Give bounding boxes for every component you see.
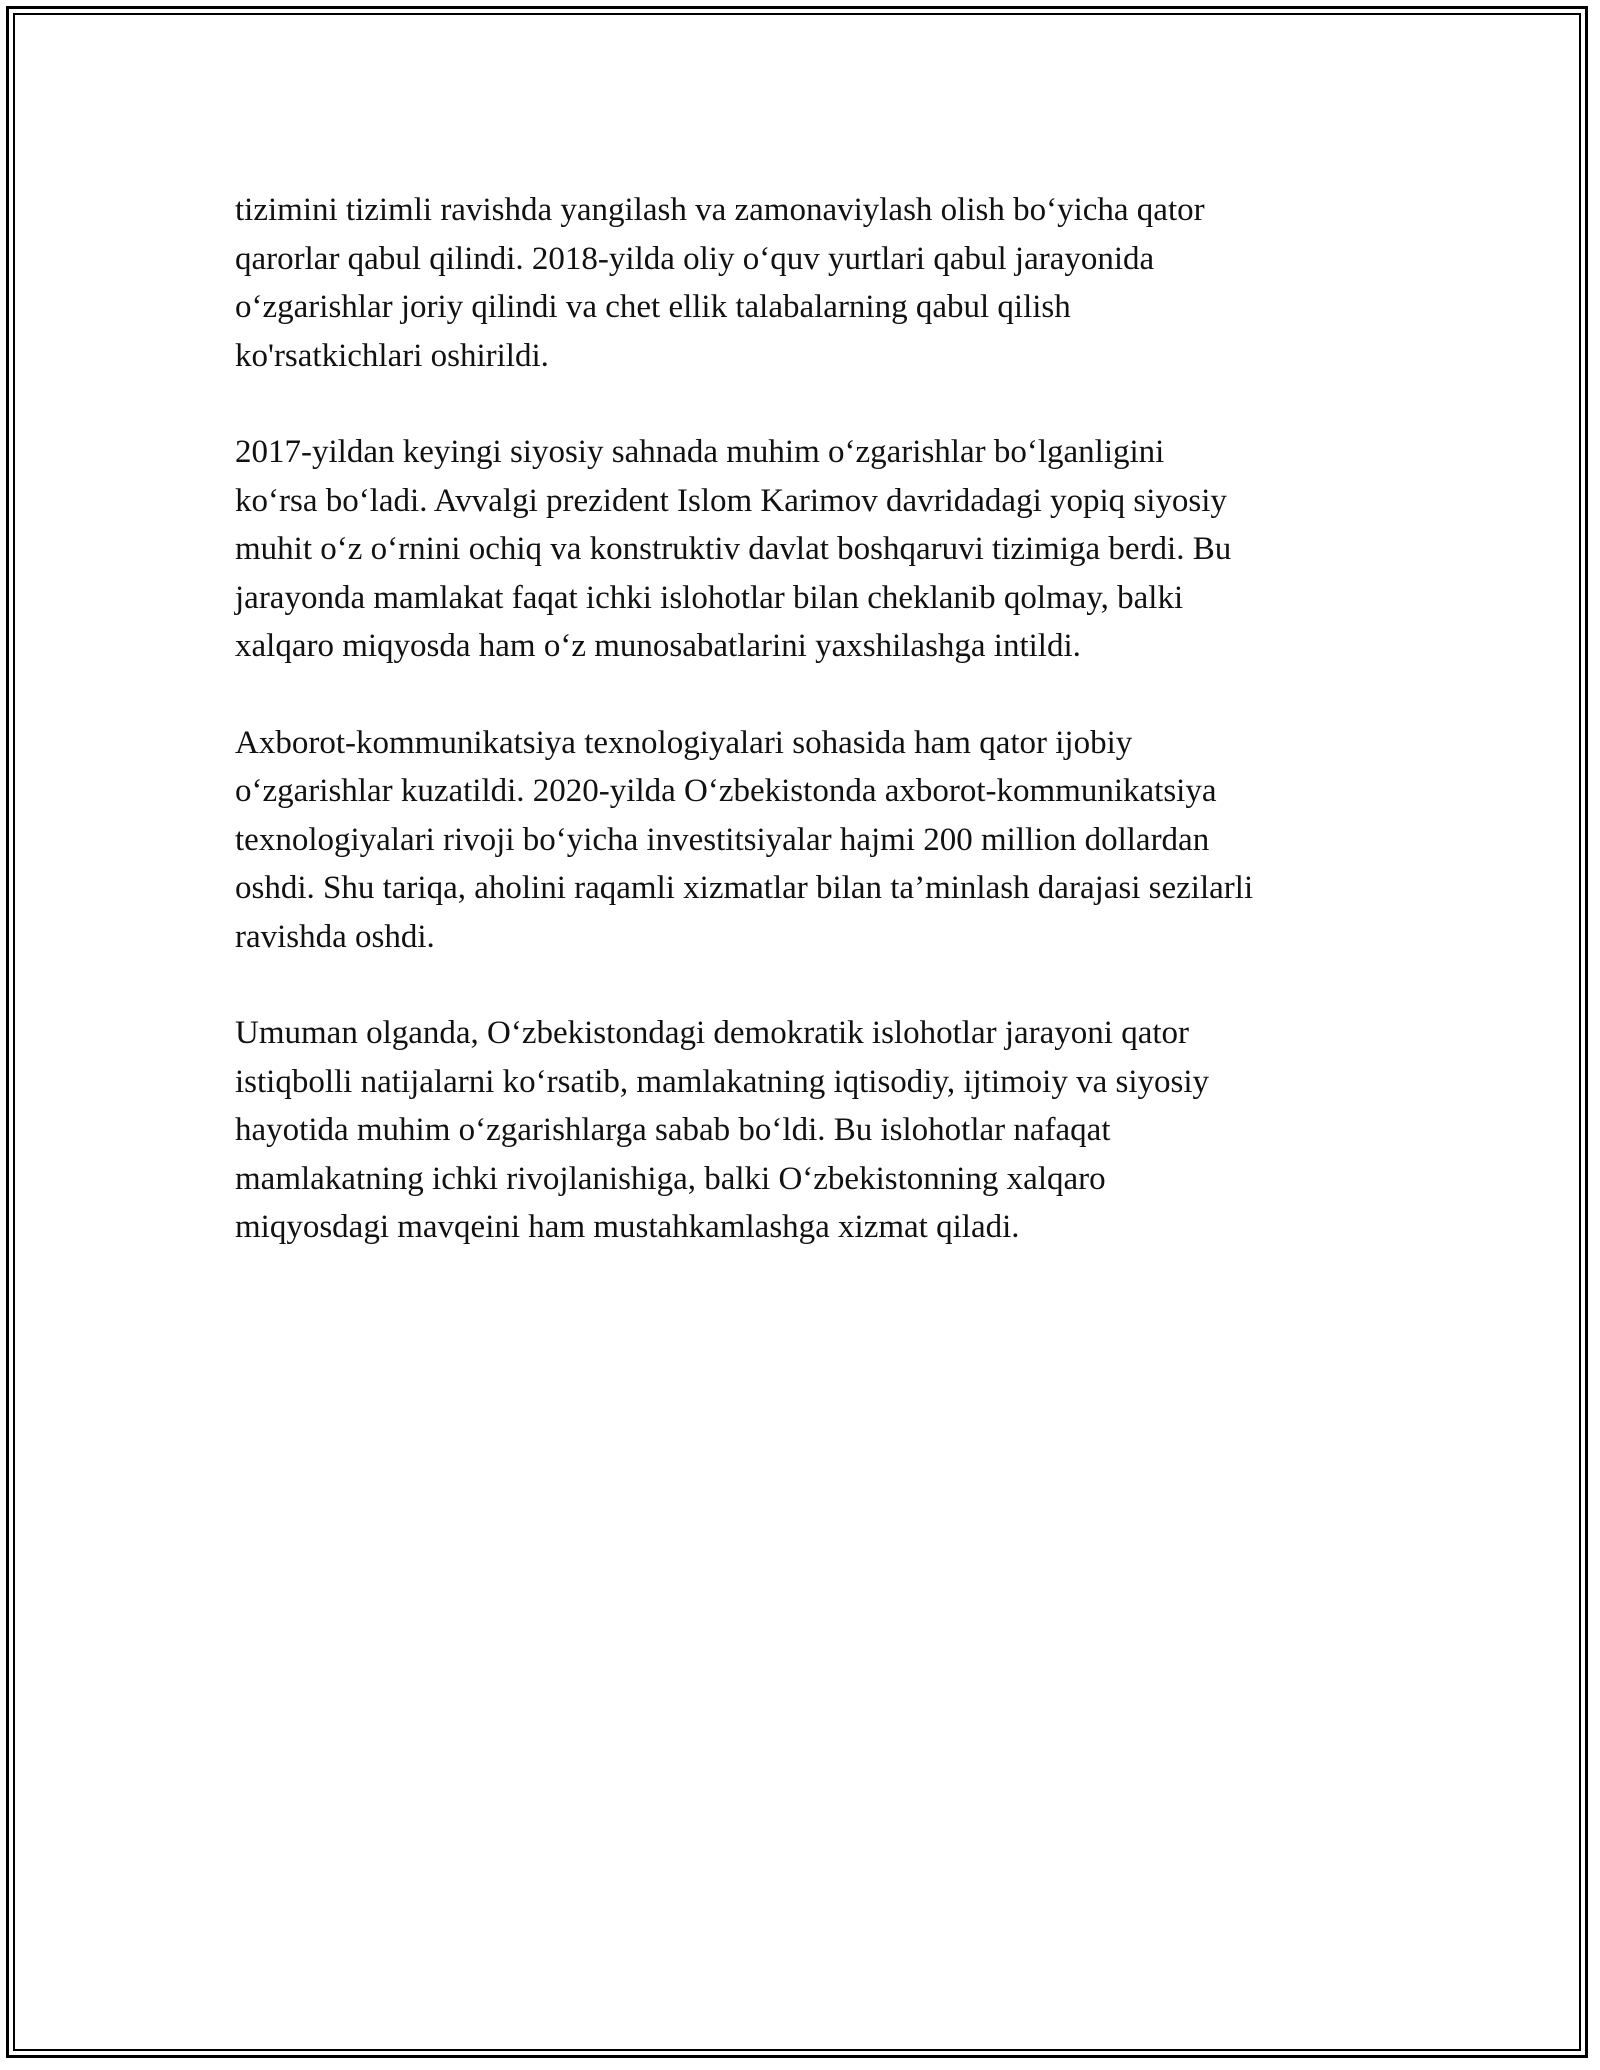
document-body [235,186,1395,1300]
text-line: Axborot-kommunikatsiya texnologiyalari sohasida ham qator ijobiy [235,724,1133,761]
text-line: texnologiyalari rivoji bo‘yicha investitsiyalar hajmi 200 million dollardan [235,821,1210,858]
text-line: istiqbolli natijalarni ko‘rsatib, mamlakatning iqtisodiy, ijtimoiy va siyosiy [235,1063,1210,1100]
paragraph-conclusion [235,1009,1395,1252]
text-line: 2017-yildan keyingi siyosiy sahnada muhim o‘zgarishlar bo‘lganligini [235,434,1165,470]
paragraph-education-reforms [235,186,1395,380]
text-line: Umuman olganda, O‘zbekistondagi demokratik islohotlar jarayoni qator [235,1015,1190,1051]
text-line: jarayonda mamlakat faqat ichki islohotlar bilan cheklanib qolmay, balki [235,579,1184,616]
text-line: oshdi. Shu tariqa, aholini raqamli xizmatlar bilan ta’minlash darajasi sezilarli [235,870,1254,906]
text-line: o‘zgarishlar kuzatildi. 2020-yilda O‘zbekistonda axborot-kommunikatsiya [235,773,1217,809]
text-line: xalqaro miqyosda ham o‘z munosabatlarini yaxshilashga intildi. [235,628,1081,664]
text-line: muhit o‘z o‘rnini ochiq va konstruktiv davlat boshqaruvi tizimiga berdi. Bu [235,531,1232,567]
text-line: ko'rsatkichlari oshirildi. [235,337,549,374]
text-line: qarorlar qabul qilindi. 2018-yilda oliy o‘quv yurtlari qabul jarayonida [235,240,1155,277]
text-line: mamlakatning ichki rivojlanishiga, balki O‘zbekistonning xalqaro [235,1160,1106,1197]
text-line: o‘zgarishlar joriy qilindi va chet ellik talabalarning qabul qilish [235,289,1071,325]
text-line: tizimini tizimli ravishda yangilash va zamonaviylash olish bo‘yicha qator [235,192,1205,228]
text-line: ravishda oshdi. [235,918,435,955]
paragraph-ict-developments [235,719,1395,962]
text-line: hayotida muhim o‘zgarishlarga sabab bo‘ldi. Bu islohotlar nafaqat [235,1112,1111,1148]
text-line: ko‘rsa bo‘ladi. Avvalgi prezident Islom Karimov davridadagi yopiq siyosiy [235,482,1227,519]
paragraph-political-changes [235,428,1395,671]
text-line: miqyosdagi mavqeini ham mustahkamlashga xizmat qiladi. [235,1209,1020,1245]
